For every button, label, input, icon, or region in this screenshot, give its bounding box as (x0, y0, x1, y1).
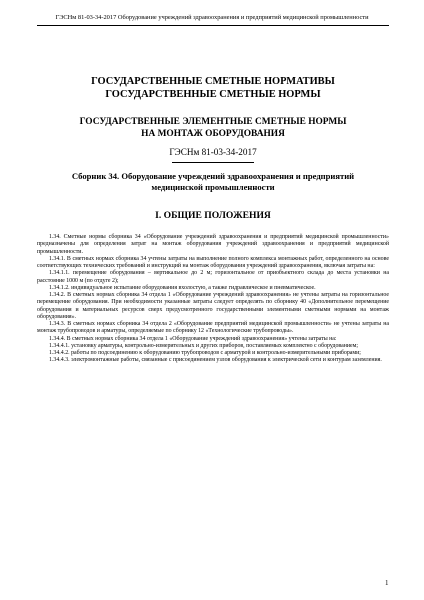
header-divider (37, 25, 389, 26)
page-number: 1 (385, 579, 389, 587)
document-title (37, 75, 389, 101)
title-line-2: ГОСУДАРСТВЕННЫЕ СМЕТНЫЕ НОРМЫ (105, 89, 321, 100)
document-subtitle (37, 117, 389, 140)
subtitle-line-1: ГОСУДАРСТВЕННЫЕ ЭЛЕМЕНТНЫЕ СМЕТНЫЕ НОРМЫ (79, 117, 347, 127)
code-divider (172, 162, 254, 163)
document-code: ГЭСНм 81-03-34-2017 (169, 147, 257, 157)
paragraph: 1.34.1.1. перемещение оборудования – вертикальное до 2 м; горизонтальное от приобъектного склада до места установки на расстояние 1000 м (по отдуге 2); (37, 270, 389, 284)
section-heading: I. ОБЩИЕ ПОЛОЖЕНИЯ (155, 210, 271, 221)
paragraph: 1.34.4. В сметных нормах сборника 34 отдела 1 «Оборудование учреждений здравоохранения» учтены затраты на: (49, 335, 337, 342)
paragraph: 1.34.3. В сметных нормах сборника 34 отдела 2 «Оборудование предприятий медицинской промышленности» не учтены затраты на монтаж трубопроводов и арматуры, определяемые по сборнику 12 «Технологические трубопроводы». (37, 321, 389, 335)
running-header: ГЭСНм 81-03-34-2017 Оборудование учреждений здравоохранения и предприятий медицинской промышленности (55, 14, 369, 21)
paragraph: 1.34.1. В сметных нормах сборника 34 учтены затраты на выполнение полного комплекса монтажных работ, определенного на основе соответствующих технических требований и инструкций на монтаж оборудования учреждений здравоохранения, включая затраты на: (37, 255, 389, 269)
collection-line-1: Сборник 34. Оборудование учреждений здравоохранения и предприятий (71, 171, 355, 181)
paragraph: 1.34.4.3. электромонтажные работы, связанные с присоединением узлов оборудования к электрической сети и контурам заземления. (49, 357, 382, 364)
paragraph: 1.34.4.2. работы по подсоединению к оборудованию трубопроводов с арматурой и контрольно-измерительными приборами; (49, 350, 361, 356)
paragraph: 1.34.4.1. установку арматуры, контрольно-измерительных и других приборов, поставляемых комплектно с оборудованием; (49, 342, 359, 349)
subtitle-line-2: НА МОНТАЖ ОБОРУДОВАНИЯ (141, 128, 285, 139)
paragraph: 1.34.1.2. индивидуальное испытание оборудования вхолостую, а также гидравлическое и пневматическое. (49, 284, 316, 291)
paragraph: 1.34.2. В сметных нормах сборника 34 отдела 1 «Оборудование учреждений здравоохранения» не учтены затраты на горизонтальное перемещение оборудования. При необходимости указанные затраты следует определять по сборнику 40 «Дополнительное перемещение оборудования и материальных ресурсов сверх предусмотренного государственными элементными сметными нормами на монтаж оборудования». (37, 292, 389, 320)
collection-title (37, 171, 389, 193)
collection-line-2: медицинской промышленности (151, 182, 275, 192)
paragraph: 1.34. Сметные нормы сборника 34 «Оборудование учреждений здравоохранения и предприятий медицинской промышленности» предназначены для определения затрат на монтаж оборудования учреждений здравоохранения и предприятий медицинской промышленности. (37, 234, 389, 255)
title-line-1: ГОСУДАРСТВЕННЫЕ СМЕТНЫЕ НОРМАТИВЫ (91, 76, 335, 87)
body-text (37, 234, 389, 365)
